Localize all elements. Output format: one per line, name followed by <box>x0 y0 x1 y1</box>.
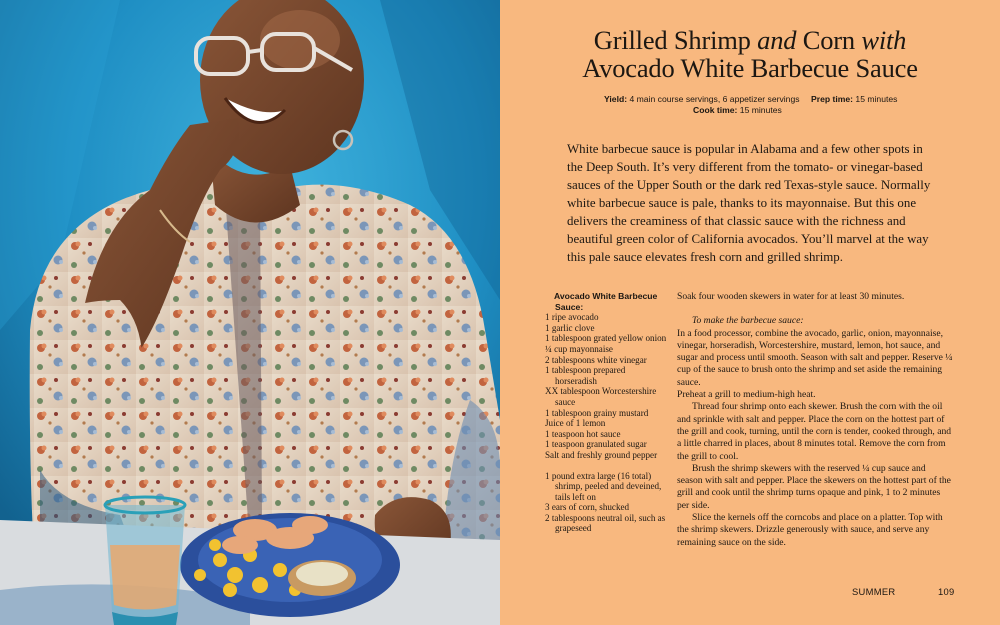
section-label: SUMMER <box>852 586 896 597</box>
ingredient-item: XX tablespoon Worcestershire sauce <box>545 386 657 407</box>
ingredient-item: Salt and freshly ground pepper <box>545 449 658 460</box>
method-step: Brush the shrimp skewers with the reserved ¼ cup sauce and season with salt and pepper. Place the skewers on the hottest part of the grill and cook until the shrimp turns opaque and pink, 1 to 2 minutes per side. <box>677 462 951 511</box>
prep-time-info: Prep time: 15 minutes <box>811 94 898 104</box>
ingredient-item: 1 tablespoon grainy mustard <box>545 407 649 418</box>
yield-info: Yield: 4 main course servings, 6 appetizer servings <box>604 94 800 104</box>
ingredient-item: 2 tablespoons white vinegar <box>545 354 647 365</box>
ingredient-item: 1 pound extra large (16 total) shrimp, peeled and deveined, tails left on <box>545 470 662 502</box>
recipe-intro: White barbecue sauce is popular in Alabama and a few other spots in the Deep South. It’s very different from the tomato- or vinegar-based sauces of the Upper South or the dark red Texas-style sauce. Normally white barbecue sauce is pale, thanks to its mayonnaise. But this one delivers the creaminess of that classic sauce with the richness and beautiful green color of California avocados. You’ll marvel at the way this pale sauce elevates fresh corn and grilled shrimp. <box>567 142 931 264</box>
method-subheading: To make the barbecue sauce: <box>692 315 804 327</box>
recipe-method <box>677 291 953 549</box>
ingredient-item: 1 tablespoon grated yellow onion <box>545 333 667 344</box>
ingredient-item: 1 tablespoon prepared horseradish <box>545 365 626 386</box>
ingredient-item: Juice of 1 lemon <box>545 418 606 429</box>
ingredient-item: 1 teaspoon granulated sugar <box>545 439 647 450</box>
plate-of-shrimp-and-corn <box>180 513 400 617</box>
method-step: In a food processor, combine the avocado, garlic, onion, mayonnaise, vinegar, horseradish, Worcestershire, mustard, lemon, hot sauce, and sugar and process until smooth. Season with salt and pepper. Reserve ¼ cup of the sauce to brush onto the shrimp and set aside the remaining sauce. <box>677 327 953 388</box>
ingredient-item: 3 ears of corn, shucked <box>545 502 630 513</box>
method-step: Thread four shrimp onto each skewer. Brush the corn with the oil and sprinkle with salt and pepper. Place the corn on the hottest part of the grill and cook, turning, until the corn is tender, cooked through, and a little charred in places, about 8 minutes total. Remove the corn from the grill to cool. <box>677 401 952 462</box>
method-step: Slice the kernels off the corncobs and place on a platter. Top with the shrimp skewers. Drizzle generously with sauce, and serve any remaining sauce on the side. <box>677 512 943 548</box>
title-line-2: Avocado White Barbecue Sauce <box>582 53 918 83</box>
ingredient-spacer <box>545 461 667 471</box>
ingredients-list <box>545 291 667 534</box>
ingredient-item: ¼ cup mayonnaise <box>545 343 613 354</box>
title-line-1: Grilled Shrimp and Corn with <box>593 25 907 55</box>
recipe-page <box>500 0 1000 625</box>
drinking-glass <box>105 497 185 625</box>
ingredient-item: 1 ripe avocado <box>545 312 599 323</box>
recipe-title <box>500 26 1000 82</box>
ingredient-item: 2 tablespoons neutral oil, such as grapeseed <box>545 512 666 534</box>
method-step: Preheat a grill to medium-high heat. <box>677 389 816 401</box>
ingredient-item: 1 teaspoon hot sauce <box>545 428 621 439</box>
ingredients-heading: Avocado White Barbecue Sauce: <box>554 291 658 312</box>
method-soak: Soak four wooden skewers in water for at least 30 minutes. <box>677 291 905 302</box>
cook-time-info: Cook time: 15 minutes <box>693 105 782 115</box>
page-number: 109 <box>938 586 955 597</box>
ingredient-item: 1 garlic clove <box>545 322 595 333</box>
